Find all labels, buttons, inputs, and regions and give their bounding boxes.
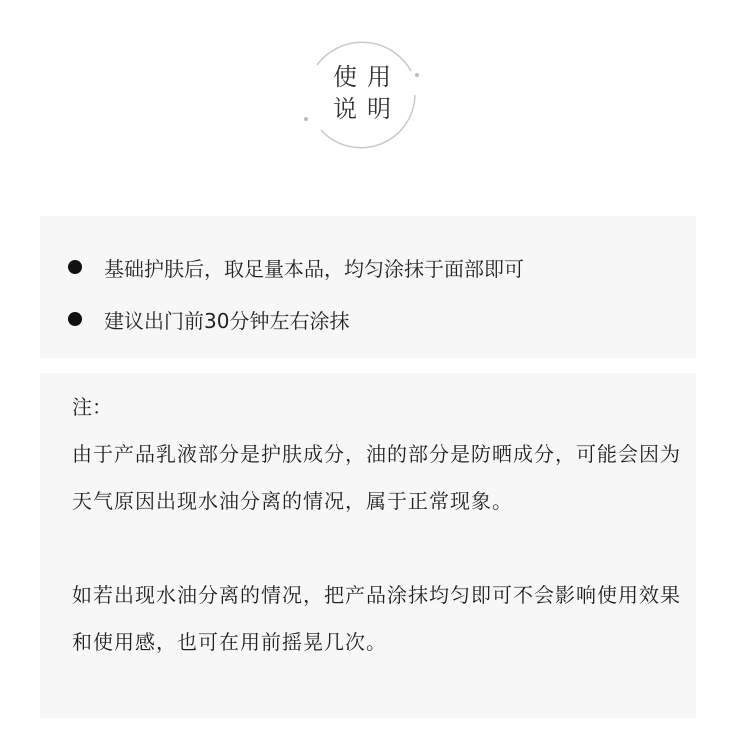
usage-item-text: 建议出门前30分钟左右涂抹 bbox=[104, 308, 350, 333]
usage-item bbox=[68, 252, 524, 282]
section-header-badge bbox=[303, 35, 421, 153]
section-title-line2: 说明 bbox=[333, 95, 401, 123]
note-card bbox=[40, 373, 696, 718]
usage-item bbox=[68, 304, 349, 334]
note-paragraph-2: 如若出现水油分离的情况，把产品涂抹均匀即可不会影响使用效果和使用感，也可在用前摇晃几次。 bbox=[72, 583, 681, 654]
bullet-icon bbox=[68, 312, 82, 326]
usage-item-text: 基础护肤后，取足量本品，均匀涂抹于面部即可 bbox=[104, 256, 524, 281]
section-title-line1: 使用 bbox=[333, 63, 401, 91]
section-title bbox=[303, 61, 421, 125]
note-title: 注： bbox=[72, 395, 112, 419]
usage-card bbox=[40, 216, 696, 358]
note-paragraph-1: 由于产品乳液部分是护肤成分，油的部分是防晒成分，可能会因为天气原因出现水油分离的情况，属于正常现象。 bbox=[72, 442, 681, 513]
bullet-icon bbox=[68, 260, 82, 274]
